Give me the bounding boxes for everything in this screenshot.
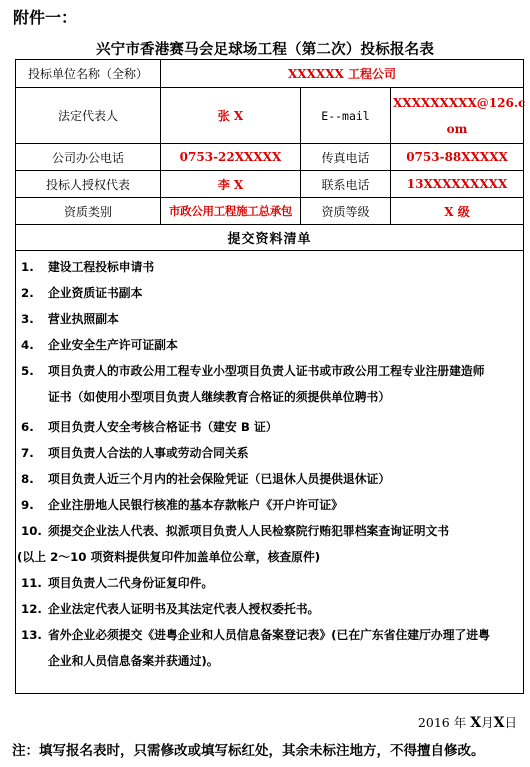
agent-label: 投标人授权代表: [16, 171, 161, 198]
row-qualification: [16, 198, 524, 225]
date-line: 2016 年 X月X日: [417, 715, 517, 731]
footnote: 注：填写报名表时，只需修改或填写标红处，其余未标注地方，不得擅自修改。: [12, 743, 485, 759]
phone-label: 公司办公电话: [16, 144, 161, 171]
row-legal-rep: [16, 88, 524, 144]
list-item: 4. 企业安全生产许可证副本: [21, 338, 178, 352]
form-title: 兴宁市香港赛马会足球场工程（第二次）投标报名表: [95, 41, 435, 58]
registration-form-table: [15, 59, 524, 694]
legal-rep-value[interactable]: 张 X: [161, 88, 301, 144]
email-value[interactable]: [391, 88, 524, 144]
list-item: 10. 须提交企业法人代表、拟派项目负责人人民检察院行贿犯罪档案查询证明文书: [21, 524, 450, 538]
list-item: 1. 建设工程投标申请书: [21, 260, 155, 274]
qualification-label: 资质类别: [16, 198, 161, 225]
email-label: E--mail: [301, 88, 391, 144]
grade-value[interactable]: X 级: [391, 198, 524, 225]
fax-value[interactable]: 0753-88XXXXX: [391, 144, 524, 171]
list-item: 3. 营业执照副本: [21, 312, 119, 326]
document-list-cell: [16, 251, 524, 694]
grade-label: 资质等级: [301, 198, 391, 225]
list-item: 13. 省外企业必须提交《进粤企业和人员信息备案登记表》(已在广东省住建厅办理了进粤 企业和人员信息备案并获通过)。: [21, 628, 490, 668]
agent-value[interactable]: 李 X: [161, 171, 301, 198]
email-value-line1: XXXXXXXXX@126.c: [393, 95, 526, 110]
contact-value[interactable]: 13XXXXXXXXX: [391, 171, 524, 198]
list-item: 9. 企业注册地人民银行核准的基本存款帐户《开户许可证》: [21, 498, 343, 512]
list-item: 7. 项目负责人合法的人事或劳动合同关系: [21, 446, 249, 460]
list-item: 2. 企业资质证书副本: [21, 286, 143, 300]
qualification-value[interactable]: 市政公用工程施工总承包: [161, 198, 301, 225]
contact-label: 联系电话: [301, 171, 391, 198]
date-day[interactable]: X: [493, 715, 505, 731]
list-item: 5. 项目负责人的市政公用工程专业小型项目负责人证书或市政公用工程专业注册建造师 证书（如使用小型项目负责人继续教育合格证的须提供单位聘书）: [21, 364, 485, 404]
row-section-title: [16, 225, 524, 251]
fax-label: 传真电话: [301, 144, 391, 171]
row-agent: [16, 171, 524, 198]
section-title: 提交资料清单: [16, 225, 524, 251]
list-item-note: (以上 2～10 项资料提供复印件加盖单位公章，核查原件): [17, 550, 321, 564]
list-item: 12. 企业法定代表人证明书及其法定代表人授权委托书。: [21, 602, 320, 616]
phone-value[interactable]: 0753-22XXXXX: [161, 144, 301, 171]
list-item: 8. 项目负责人近三个月内的社会保险凭证（已退休人员提供退休证）: [21, 472, 391, 486]
attachment-label: 附件一：: [13, 8, 78, 27]
document-list: [16, 251, 523, 693]
bidder-label: 投标单位名称（全称）: [16, 60, 161, 88]
row-document-list: [16, 251, 524, 694]
row-phone: [16, 144, 524, 171]
date-month[interactable]: X: [470, 715, 482, 731]
email-value-line2: om: [446, 121, 468, 136]
date-year: 2016: [417, 715, 450, 730]
list-item: 11. 项目负责人二代身份证复印件。: [21, 576, 214, 590]
list-item: 6. 项目负责人安全考核合格证书（建安 B 证）: [21, 420, 278, 434]
row-bidder: [16, 60, 524, 88]
legal-rep-label: 法定代表人: [16, 88, 161, 144]
bidder-value[interactable]: XXXXXX 工程公司: [161, 60, 524, 88]
